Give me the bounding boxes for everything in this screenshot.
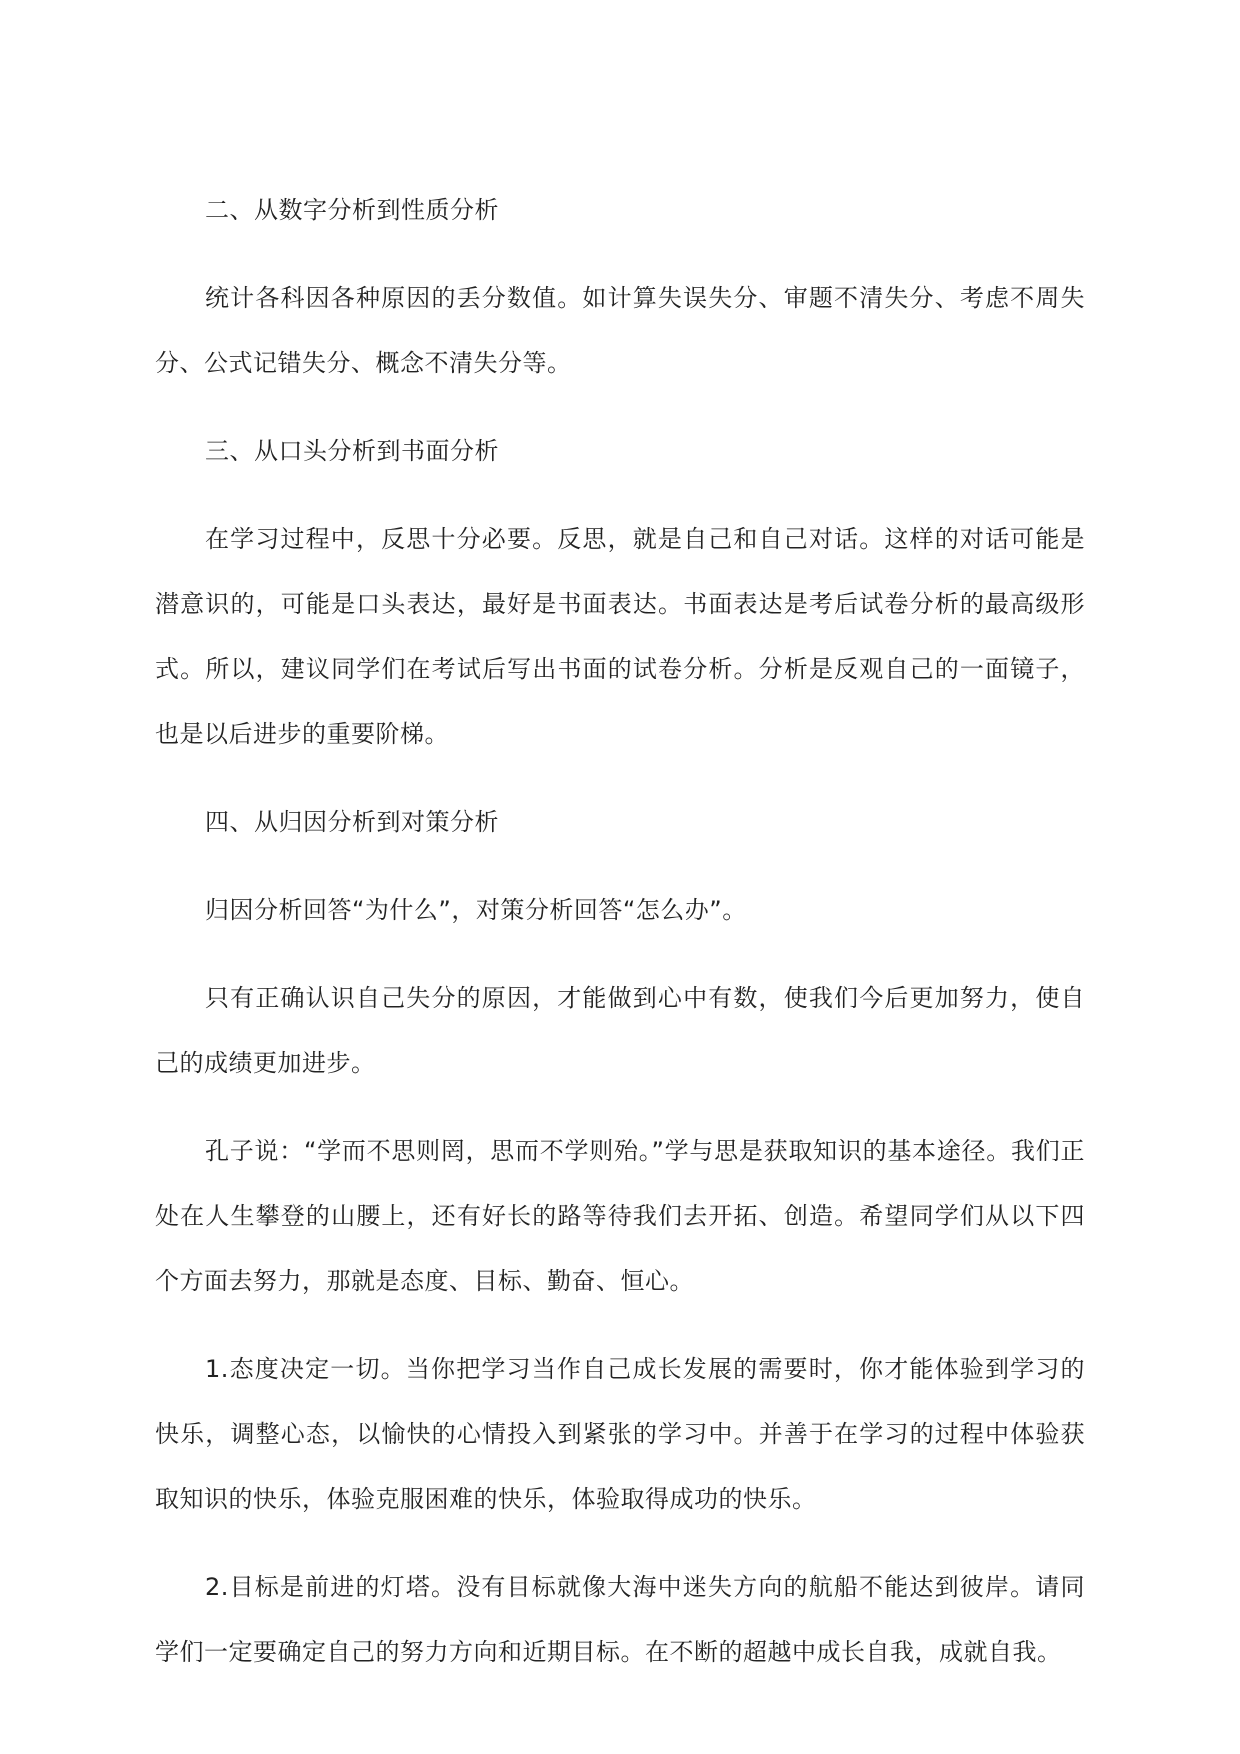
paragraph-confucius-quote: 孔子说：“学而不思则罔，思而不学则殆。”学与思是获取知识的基本途径。我们正处在人生攀登的山腰上，还有好长的路等待我们去开拓、创造。希望同学们从以下四个方面去努力，那就是态度、目标、勤奋、恒心。	[155, 1137, 1085, 1295]
section-heading-4: 四、从归因分析到对策分析	[205, 808, 499, 836]
paragraph-score-statistics: 统计各科因各种原因的丢分数值。如计算失误失分、审题不清失分、考虑不周失分、公式记错失分、概念不清失分等。	[155, 284, 1085, 377]
paragraph-point-attitude: 1.态度决定一切。当你把学习当作自己成长发展的需要时，你才能体验到学习的快乐，调整心态，以愉快的心情投入到紧张的学习中。并善于在学习的过程中体验获取知识的快乐，体验克服困难的快乐，体验取得成功的快乐。	[155, 1355, 1085, 1513]
paragraph-point-goal: 2.目标是前进的灯塔。没有目标就像大海中迷失方向的航船不能达到彼岸。请同学们一定要确定自己的努力方向和近期目标。在不断的超越中成长自我，成就自我。	[155, 1573, 1085, 1666]
paragraph-understand-causes: 只有正确认识自己失分的原因，才能做到心中有数，使我们今后更加努力，使自己的成绩更加进步。	[155, 984, 1085, 1077]
section-heading-3: 三、从口头分析到书面分析	[205, 437, 499, 465]
paragraph-why-how: 归因分析回答“为什么”，对策分析回答“怎么办”。	[205, 896, 747, 924]
section-heading-2: 二、从数字分析到性质分析	[205, 196, 499, 224]
document-body	[155, 178, 1085, 1708]
paragraph-reflection: 在学习过程中，反思十分必要。反思，就是自己和自己对话。这样的对话可能是潜意识的，可能是口头表达，最好是书面表达。书面表达是考后试卷分析的最高级形式。所以，建议同学们在考试后写出书面的试卷分析。分析是反观自己的一面镜子，也是以后进步的重要阶梯。	[155, 525, 1085, 748]
